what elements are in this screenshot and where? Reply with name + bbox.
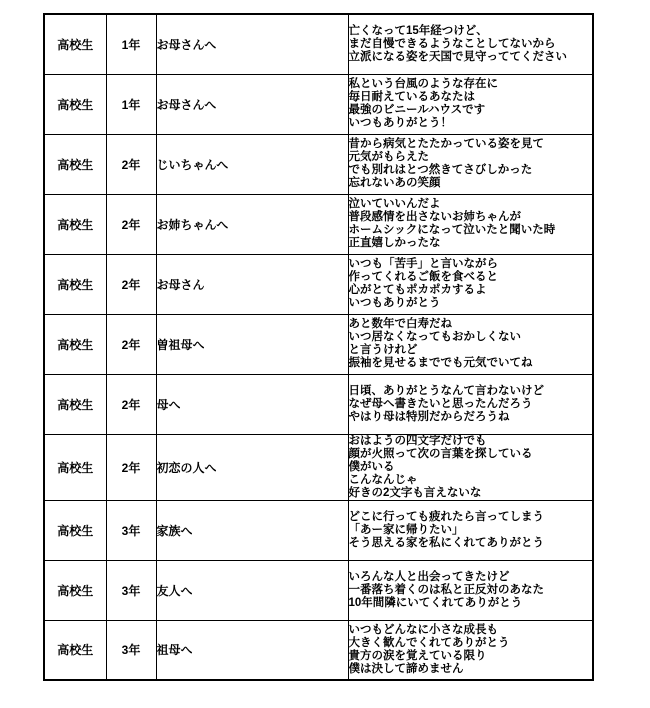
message-line: 10年間隣にいてくれてありがとう — [348, 596, 523, 609]
recipient-cell: じいちゃんへ — [156, 134, 348, 194]
message-line: 元気がもらえた — [348, 151, 429, 163]
year-cell: 2年 — [106, 314, 156, 374]
year-cell: 1年 — [106, 74, 156, 134]
message-line: 「あー家に帰りたい」 — [348, 523, 464, 536]
message-line: いつもありがとう — [348, 297, 441, 309]
grade-cell: 高校生 — [44, 74, 106, 134]
message-line: 私という台風のような存在に — [348, 78, 498, 90]
year-cell: 3年 — [106, 560, 156, 620]
year-cell: 3年 — [106, 500, 156, 560]
message-line: そう思える家を私にくれてありがとう — [348, 536, 544, 549]
year-cell: 1年 — [106, 14, 156, 74]
grade-cell: 高校生 — [44, 620, 106, 680]
table-row — [44, 134, 593, 194]
message-line: あと数年で白寿だね — [348, 318, 452, 330]
message-line: やはり母は特別だからだろうね — [348, 410, 510, 423]
table-row — [44, 374, 593, 434]
grade-cell: 高校生 — [44, 254, 106, 314]
message-line: まだ自慢できるようなことしてないから — [348, 37, 556, 50]
year-cell: 2年 — [106, 374, 156, 434]
table-row — [44, 620, 593, 680]
message-cell — [348, 134, 593, 194]
message-line: いつ居なくなってもおかしくない — [348, 331, 521, 343]
message-line: 日頃、ありがとうなんて言わないけど — [348, 384, 544, 397]
recipient-cell: 祖母へ — [156, 620, 348, 680]
message-line: 僕は決して諦めません — [348, 662, 464, 675]
recipient-cell: お母さんへ — [156, 14, 348, 74]
recipient-cell: 母へ — [156, 374, 348, 434]
message-cell — [348, 560, 593, 620]
year-cell: 2年 — [106, 194, 156, 254]
message-line: 心がとてもポカポカするよ — [348, 284, 487, 296]
table-row — [44, 14, 593, 74]
message-line: 大きく歓んでくれてありがとう — [348, 636, 510, 649]
grade-cell: 高校生 — [44, 434, 106, 500]
table-row — [44, 500, 593, 560]
messages-table-body — [44, 14, 593, 680]
grade-cell: 高校生 — [44, 314, 106, 374]
message-line: 泣いていいんだよ — [348, 198, 441, 210]
year-cell: 2年 — [106, 434, 156, 500]
table-row — [44, 434, 593, 500]
message-cell — [348, 434, 593, 500]
message-line: おはようの四文字だけでも — [348, 434, 487, 447]
year-cell: 3年 — [106, 620, 156, 680]
message-line: 振袖を見せるまででも元気でいてね — [348, 357, 533, 369]
message-line: どこに行っても疲れたら言ってしまう — [348, 510, 544, 523]
grade-cell: 高校生 — [44, 560, 106, 620]
message-line: 顔が火照って次の言葉を探している — [348, 447, 533, 460]
message-cell — [348, 374, 593, 434]
message-line: 僕がいる — [348, 460, 395, 473]
year-cell: 2年 — [106, 134, 156, 194]
message-line: 正直嬉しかったな — [348, 237, 441, 249]
message-line: 最強のビニールハウスです — [348, 104, 486, 116]
message-line: 立派になる姿を天国で見守っててください — [348, 50, 567, 63]
message-line: こんなんじゃ — [348, 473, 418, 486]
recipient-cell: 初恋の人へ — [156, 434, 348, 500]
recipient-cell: お母さんへ — [156, 74, 348, 134]
table-row — [44, 74, 593, 134]
message-line: 昔から病気とたたかっている姿を見て — [348, 138, 544, 150]
grade-cell: 高校生 — [44, 374, 106, 434]
message-line: 毎日耐えているあなたは — [348, 91, 475, 103]
recipient-cell: 曽祖母へ — [156, 314, 348, 374]
recipient-cell: お姉ちゃんへ — [156, 194, 348, 254]
message-line: 忘れないあの笑顔 — [348, 177, 441, 189]
message-cell — [348, 14, 593, 74]
message-cell — [348, 74, 593, 134]
table-row — [44, 314, 593, 374]
message-cell — [348, 254, 593, 314]
message-line: 貴方の涙を覚えている限り — [348, 649, 487, 662]
table-row — [44, 560, 593, 620]
message-line: 作ってくれるご飯を食べると — [348, 271, 498, 283]
message-cell — [348, 620, 593, 680]
message-cell — [348, 500, 593, 560]
table-row — [44, 194, 593, 254]
message-line: 普段感情を出さないお姉ちゃんが — [348, 211, 521, 223]
recipient-cell: お母さん — [156, 254, 348, 314]
message-line: 亡くなって15年経つけど、 — [348, 24, 488, 37]
messages-table — [43, 13, 594, 681]
message-line: 好きの2文字も言えないな — [348, 486, 482, 499]
grade-cell: 高校生 — [44, 14, 106, 74]
year-cell: 2年 — [106, 254, 156, 314]
grade-cell: 高校生 — [44, 500, 106, 560]
grade-cell: 高校生 — [44, 134, 106, 194]
message-line: ホームシックになって泣いたと聞いた時 — [348, 224, 556, 236]
recipient-cell: 家族へ — [156, 500, 348, 560]
message-cell — [348, 194, 593, 254]
message-line: 一番落ち着くのは私と正反対のあなた — [348, 583, 544, 596]
message-line: いろんな人と出会ってきたけど — [348, 570, 510, 583]
table-row — [44, 254, 593, 314]
message-line: いつもどんなに小さな成長も — [348, 623, 498, 636]
message-cell — [348, 314, 593, 374]
message-line: いつも「苦手」と言いながら — [348, 258, 498, 270]
message-line: でも別れはとつ然きてさびしかった — [348, 164, 533, 176]
message-line: なぜ母へ書きたいと思ったんだろう — [348, 397, 533, 410]
recipient-cell: 友人へ — [156, 560, 348, 620]
message-line: と言うけれど — [348, 344, 418, 356]
message-line: いつもありがとう！ — [348, 117, 452, 129]
grade-cell: 高校生 — [44, 194, 106, 254]
